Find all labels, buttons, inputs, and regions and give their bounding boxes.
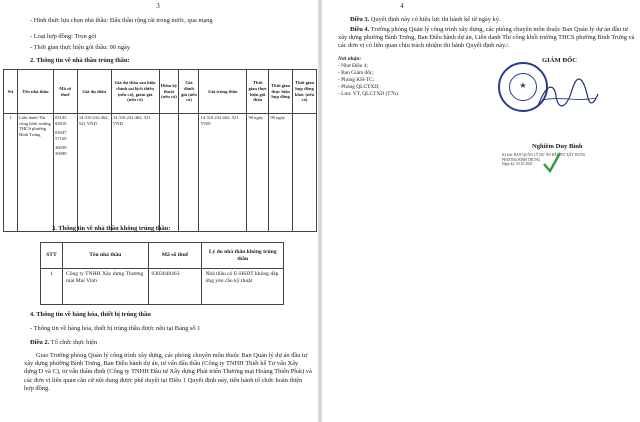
recipient-item: - Ban Giám đốc; (338, 70, 374, 76)
article-2-heading (30, 339, 97, 347)
cell-adjusted-price: 14.310.232.462, 521 VND (111, 114, 159, 232)
article-3 (338, 16, 634, 24)
article-3-text: Quyết định này có hiệu lực thi hành kể từ ngày ký. (370, 16, 501, 23)
article-4-label: Điều 4. (350, 26, 370, 33)
goods-info: - Thông tin về hàng hóa, thiết bị trúng thầu được nêu tại Bảng số 1 (30, 325, 201, 332)
cell-stt: 1 (41, 269, 63, 305)
document-page-4 (322, 0, 640, 422)
director-title: GIÁM ĐỐC (542, 57, 577, 64)
header-package-duration: Thời gian thực hiện gói thầu (247, 70, 269, 114)
cell-evaluated-price (179, 114, 199, 232)
cell-bid-price: 14.310.232.462, 521 VND (77, 114, 111, 232)
header-tax-code: Mã số thuế (148, 243, 202, 269)
cell-contract-duration: 90 ngày (269, 114, 293, 232)
header-bidder-name: Tên nhà thầu (17, 70, 53, 114)
article-2-paragraph: Giao Trưởng phòng Quản lý công trình xây dựng, các phòng chuyên môn thuộc Ban Quản lý dự án đầu tư xây dựng phường Bình Trưng, Ban Điều hành dự án, tư vấn đấu thầu (Công ty TNHH Thiết kế Tư vấn Xây dựng D và C), tư vấn thẩm định (Công ty TNHH Đầu tư Xây dựng Phát triển Thương mại Hoàng Thiên Phát) và các đơn vị liên quan căn cứ nội dung được phê duyệt tại Điều 1 Quyết định này, tiến hành tổ chức hoàn thiện hợp đồng. (24, 352, 312, 392)
page-number: 4 (400, 2, 404, 10)
recipients-label: Nơi nhận: (338, 56, 362, 62)
cell-winning-price: 14.310.232.462, 521 VND (199, 114, 247, 232)
header-evaluated-price: Giá đánh giá (nếu có) (179, 70, 199, 114)
stamp-line: PHƯỜNG BÌNH TRƯNG (502, 157, 541, 162)
seal-star-icon: ★ (519, 81, 527, 90)
cell-bidder-name: Liên danh Thi công khối trường THCS phường Bình Trưng (17, 114, 53, 232)
execution-time: - Thời gian thực hiện gói thầu: 90 ngày (30, 44, 131, 51)
tax-code: 36039 30089 (54, 145, 67, 156)
header-adjusted-price: Giá dự thầu sau hiệu chỉnh sai lệch thiếu (nếu có), giảm giá (nếu có) (111, 70, 159, 114)
selection-method: - Hình thức lựa chọn nhà thầu: Đấu thầu rộng rãi trong nước, qua mạng (30, 17, 213, 24)
article-4-text: Trưởng phòng Quản lý công trình xây dựng, các phòng chuyên môn thuộc Ban Quản lý dự án đầu tư xây dựng phường Bình Trưng, Ban Điều hành dự án, Liên danh Thi công khối trường THCS phường Bình Trưng và các đơn vị có liên quan chịu trách nhiệm thi hành Quyết định này./. (338, 26, 635, 50)
recipients-list (338, 56, 399, 98)
header-bid-price: Giá dự thầu (77, 70, 111, 114)
stamp-line: Ký bởi: BAN QUẢN LÝ DỰ ÁN ĐẦU TƯ XÂY DỰNG (502, 153, 586, 157)
tax-code: 03145 83810 (54, 115, 67, 126)
header-technical-score: Điểm kỹ thuật (nếu có) (159, 70, 179, 114)
losing-bidder-table (40, 242, 284, 305)
signer-name: Nghiêm Duy Bình (532, 143, 583, 150)
cell-package-duration: 90 ngày (247, 114, 269, 232)
header-bidder-name: Tên nhà thầu (62, 243, 148, 269)
winning-bidder-table (3, 69, 317, 232)
article-3-label: Điều 3. (350, 16, 370, 23)
section-winning-bidder: 2. Thông tin về nhà thầu trúng thầu: (30, 57, 130, 64)
recipient-item: - Lưu: VT, QLCTXD (T7b). (338, 91, 400, 97)
tax-code: 03047 57169 (54, 130, 67, 141)
header-reason: Lý do nhà thầu không trúng thầu (202, 243, 284, 269)
table-row (41, 269, 284, 305)
signature-icon (532, 76, 602, 116)
header-contract-duration: Thời gian thực hiện hợp đồng (269, 70, 293, 114)
cell-technical-score (159, 114, 179, 232)
table-header-row (41, 243, 284, 269)
digital-check-icon (542, 151, 562, 173)
page-number: 3 (156, 2, 160, 10)
recipient-item: - Phòng KH-TC; (338, 77, 375, 83)
header-winning-price: Giá trúng thầu (199, 70, 247, 114)
article-2-title: Tổ chức thực hiện (50, 339, 98, 346)
header-stt: Stt (4, 70, 18, 114)
document-page-3 (0, 0, 318, 422)
cell-tax-codes (53, 114, 77, 232)
cell-bidder-name: Công ty TNHH Xây dựng Thương mại Mai Vinh (62, 269, 148, 305)
section-losing-bidder: 3. Thông tin về nhà thầu không trúng thầu: (52, 225, 171, 232)
header-tax-code: Mã số thuế (53, 70, 77, 114)
article-4 (338, 26, 638, 51)
cell-tax-code: 0303648463 (148, 269, 202, 305)
cell-stt: 1 (4, 114, 18, 232)
recipient-item: - Phòng QLCTXD; (338, 84, 380, 90)
article-2-label: Điều 2. (30, 339, 50, 346)
table-row (4, 114, 317, 232)
cell-reason: Nhà thầu có E-HSDT không đáp ứng yêu cầu kỹ thuật (202, 269, 284, 305)
table-header-row (4, 70, 317, 114)
recipient-item: - Như Điều 4; (338, 63, 369, 69)
section-goods: 4. Thông tin về hàng hóa, thiết bị trúng thầu (30, 311, 151, 318)
cell-other-duration (293, 114, 317, 232)
header-stt: STT (41, 243, 63, 269)
contract-type: - Loại hợp đồng: Trọn gói (30, 33, 97, 40)
stamp-line: Ngày ký: 03.10.2025 (502, 162, 533, 167)
header-other-duration: Thời gian hợp đồng khóc (nếu có) (293, 70, 317, 114)
